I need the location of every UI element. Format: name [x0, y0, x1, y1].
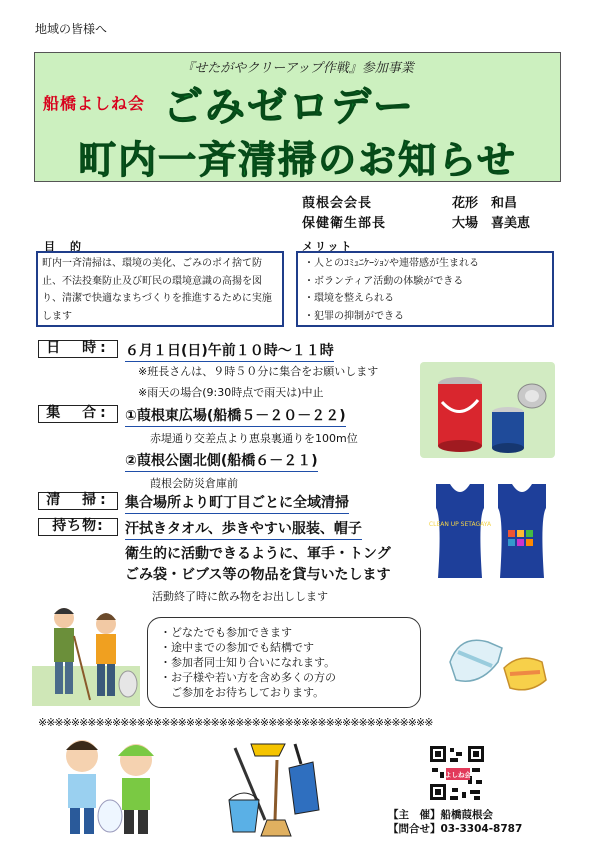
dustpan-icon — [289, 744, 319, 814]
cans-illustration — [420, 362, 555, 458]
qr-label: よしね会 — [445, 771, 471, 779]
info-item: ・お子様や若い方を含め多くの方の — [160, 671, 336, 684]
bibs-illustration — [428, 478, 558, 586]
meeting-place-1-note: 赤堤通り交差点より恵泉裏通りを100m位 — [150, 432, 358, 445]
purpose-label: 目 的 — [44, 240, 83, 253]
info-box — [147, 617, 421, 708]
items-line-2: 衛生的に活動できるように、軍手・トング — [125, 546, 391, 562]
bucket-icon — [229, 793, 259, 832]
meeting-label: 集 合: — [38, 405, 118, 423]
bib-icon-right — [498, 484, 546, 578]
organizer — [388, 808, 522, 836]
officer-name: 花形 和昌 — [452, 196, 518, 211]
cleaning-tools-illustration — [215, 740, 323, 838]
merit-item: ・環境を整えられる — [304, 293, 394, 304]
items-line-3: ごみ袋・ビブス等の物品を貸与いたします — [125, 567, 391, 583]
host: 【主 催】船橋葭根会 — [388, 809, 493, 821]
divider: ※※※※※※※※※※※※※※※※※※※※※※※※※※※※※※※※※※※※※※※※※※※※※※※※ — [38, 716, 433, 729]
kid-figure-icon — [98, 744, 154, 834]
officers — [302, 194, 530, 234]
schedule-value: ６月１日(日)午前１０時～１１時 — [125, 340, 334, 362]
crushed-can-icon — [518, 384, 546, 408]
contact: 【問合せ】03-3304-8787 — [388, 823, 523, 835]
greeting: 地域の皆様へ — [35, 22, 108, 36]
bottle-icon — [450, 640, 502, 681]
red-can-icon — [438, 377, 482, 452]
items-value: 汗拭きタオル、歩きやすい服装、帽子 — [125, 518, 362, 540]
org-name: 船橋よしね会 — [43, 94, 146, 113]
info-item: ・どなたでも参加できます — [160, 626, 292, 639]
schedule-label: 日 時: — [38, 340, 118, 358]
crushed-can-icon — [504, 658, 546, 690]
items-drink-note: 活動終了時に飲み物をお出しします — [152, 590, 328, 603]
title-gomi-zero: ごみゼロデー — [163, 84, 415, 130]
officer-row — [302, 194, 530, 214]
officer-role: 葭根会会長 — [302, 196, 373, 211]
merit-item: ・犯罪の抑制ができる — [304, 310, 404, 322]
info-item: ・途中までの参加でも結構です — [160, 641, 314, 654]
meeting-place-1: ①葭根東広場(船橋５－２０－２２) — [125, 405, 346, 427]
qr-code-icon — [428, 744, 486, 802]
title-notice: 町内一斉清掃のお知らせ — [78, 138, 517, 182]
meeting-place-2-note: 葭根会防災倉庫前 — [150, 477, 238, 490]
cleaning-value: 集合場所より町丁目ごとに全域清掃 — [125, 492, 349, 514]
bib-icon-left — [429, 484, 492, 578]
info-item: ご参加をお待ちしております。 — [160, 686, 325, 699]
purpose-box: 町内一斉清掃は、環境の美化、ごみのポイ捨て防止、不法投棄防止及び町民の環境意識の高揚を図り、清潔で快適なまちづくりを推進するために実施します — [36, 251, 284, 327]
meeting-place-2: ②葭根公園北側(船橋６－２１) — [125, 450, 318, 472]
merit-item: ・人とのｺﾐｭﾆｹｰｼｮﾝや連帯感が生まれる — [304, 258, 479, 269]
broom-icon — [261, 760, 291, 836]
schedule-note-rain: ※雨天の場合(9:30時点で雨天は)中止 — [138, 386, 324, 399]
officer-role: 保健衛生部長 — [302, 216, 387, 231]
items-label: 持ち物: — [38, 518, 118, 536]
bib-text: CLEAN UP SETAGAYA — [428, 521, 492, 528]
officer-name: 大場 喜美恵 — [452, 216, 531, 231]
volunteers-illustration — [32, 596, 140, 712]
bottles-illustration — [440, 622, 552, 704]
subtitle: 『せたがやクリーアップ作戦』参加事業 — [181, 61, 414, 76]
merit-box — [296, 251, 554, 327]
schedule-note-leaders: ※班長さんは、９時５０分に集合をお願いします — [138, 365, 379, 378]
kid-figure-icon — [66, 740, 98, 834]
merit-item: ・ボランティア活動の体験ができる — [304, 275, 464, 287]
header-banner — [34, 52, 561, 182]
merit-label: メリット — [302, 240, 354, 253]
blue-can-icon — [492, 407, 524, 453]
cleaning-label: 清 掃: — [38, 492, 118, 510]
info-item: ・参加者同士知り合いになれます。 — [160, 656, 336, 669]
officer-row — [302, 214, 530, 234]
kids-illustration — [52, 728, 170, 838]
